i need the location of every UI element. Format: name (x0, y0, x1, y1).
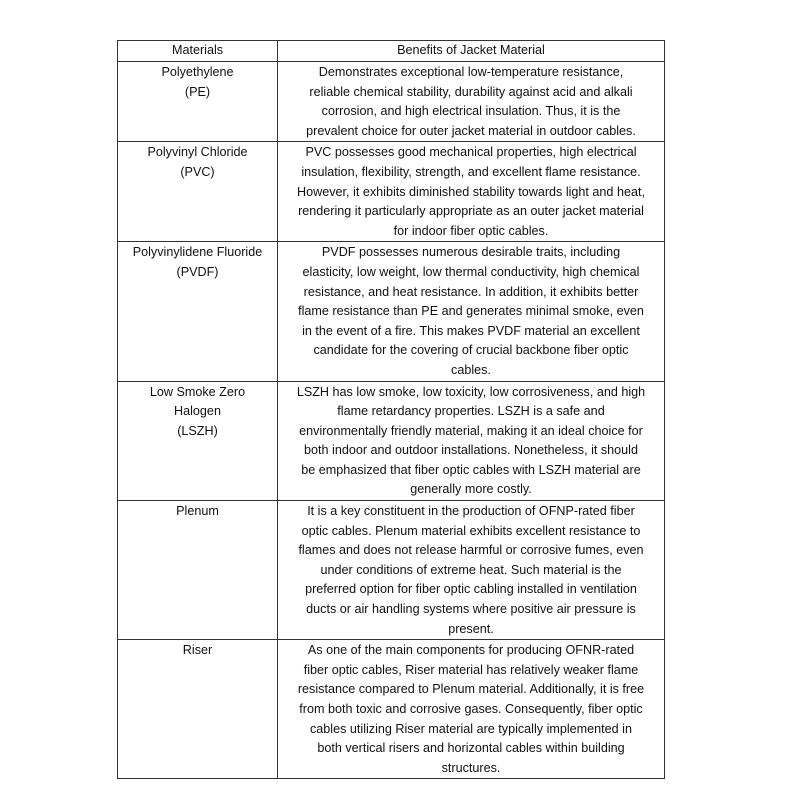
material-name: Polyethylene (161, 65, 234, 79)
header-materials: Materials (118, 41, 278, 62)
material-abbrev: (LSZH) (177, 423, 218, 438)
table-row (118, 381, 665, 501)
benefit-line: preferred option for fiber optic cabling installed in ventilation (305, 582, 637, 597)
material-abbrev: (PVC) (180, 164, 215, 179)
table-row (118, 62, 665, 142)
material-name: Low Smoke Zero (149, 384, 246, 399)
benefit-line: prevalent choice for outer jacket material in outdoor cables. (306, 123, 636, 138)
material-name: Riser (182, 643, 213, 658)
table-row (118, 501, 665, 640)
benefit-line: flames and does not release harmful or corrosive fumes, even (298, 543, 644, 558)
benefit-line: Demonstrates exceptional low-temperature resistance, (318, 65, 624, 79)
material-name-cont: Halogen (174, 404, 221, 419)
benefit-line: environmentally friendly material, making it an ideal choice for (299, 423, 643, 438)
material-cell (118, 501, 278, 640)
benefit-cell (278, 501, 665, 640)
benefit-line: ducts or air handling systems where positive air pressure is (306, 602, 636, 617)
material-cell (118, 142, 278, 242)
benefit-line: in the event of a fire. This makes PVDF material an excellent (302, 323, 640, 338)
benefit-cell (278, 62, 665, 142)
table-row (118, 242, 665, 381)
benefit-line: optic cables. Plenum material exhibits excellent resistance to (301, 523, 641, 538)
material-name: Polyvinyl Chloride (147, 145, 248, 160)
benefit-line: fiber optic cables, Riser material has relatively weaker flame (303, 662, 639, 677)
jacket-materials-table (117, 40, 665, 779)
material-name: Plenum (176, 504, 219, 519)
benefit-line: under conditions of extreme heat. Such material is the (320, 562, 622, 577)
table-row (118, 640, 665, 779)
benefit-line: both indoor and outdoor installations. Nonetheless, it should (304, 443, 638, 458)
benefit-line: As one of the main components for producing OFNR-rated (307, 643, 635, 658)
benefit-line: generally more costly. (410, 482, 532, 497)
benefit-line: However, it exhibits diminished stability towards light and heat, (297, 184, 645, 199)
benefit-line: from both toxic and corrosive gases. Consequently, fiber optic (299, 702, 643, 716)
benefit-line: resistance compared to Plenum material. Additionally, it is free (297, 682, 645, 697)
material-cell (118, 62, 278, 142)
benefit-cell (278, 142, 665, 242)
benefit-line: elasticity, low weight, low thermal conductivity, high chemical (302, 264, 640, 279)
benefit-line: flame retardancy properties. LSZH is a safe and (337, 404, 605, 419)
benefit-line: insulation, flexibility, strength, and excellent flame resistance. (301, 164, 641, 179)
benefit-line: PVDF possesses numerous desirable traits, including (321, 245, 621, 260)
benefit-line: rendering it particularly appropriate as an outer jacket material (298, 204, 644, 219)
benefit-line: structures. (441, 760, 501, 775)
material-abbrev: (PE) (184, 84, 211, 99)
table-header-row (118, 41, 665, 62)
benefit-line: It is a key constituent in the production of OFNP-rated fiber (307, 504, 635, 519)
material-cell (118, 242, 278, 381)
benefit-cell (278, 381, 665, 501)
benefit-cell (278, 242, 665, 381)
benefit-line: cables. (451, 362, 491, 377)
material-cell (118, 381, 278, 501)
benefit-line: LSZH has low smoke, low toxicity, low corrosiveness, and high (296, 384, 646, 399)
benefit-line: be emphasized that fiber optic cables with LSZH material are (301, 462, 641, 477)
material-name: Polyvinylidene Fluoride (132, 245, 263, 260)
benefit-line: PVC possesses good mechanical properties, high electrical (305, 145, 637, 160)
benefit-line: candidate for the covering of crucial backbone fiber optic (313, 343, 629, 358)
header-benefits: Benefits of Jacket Material (278, 41, 665, 62)
benefit-cell (278, 640, 665, 779)
material-cell (118, 640, 278, 779)
benefit-line: flame resistance than PE and generates minimal smoke, even (298, 304, 644, 319)
benefit-line: both vertical risers and horizontal cables within building (317, 741, 625, 756)
material-abbrev: (PVDF) (176, 264, 219, 279)
benefit-line: for indoor fiber optic cables. (393, 223, 549, 238)
table-row (118, 142, 665, 242)
benefit-line: reliable chemical stability, durability against acid and alkali (309, 84, 633, 99)
benefit-line: corrosion, and high electrical insulation. Thus, it is the (321, 104, 621, 119)
benefit-line: present. (448, 621, 494, 636)
benefit-line: resistance, and heat resistance. In addition, it exhibits better (303, 284, 639, 299)
benefit-line: cables utilizing Riser material are typically implemented in (310, 721, 632, 736)
